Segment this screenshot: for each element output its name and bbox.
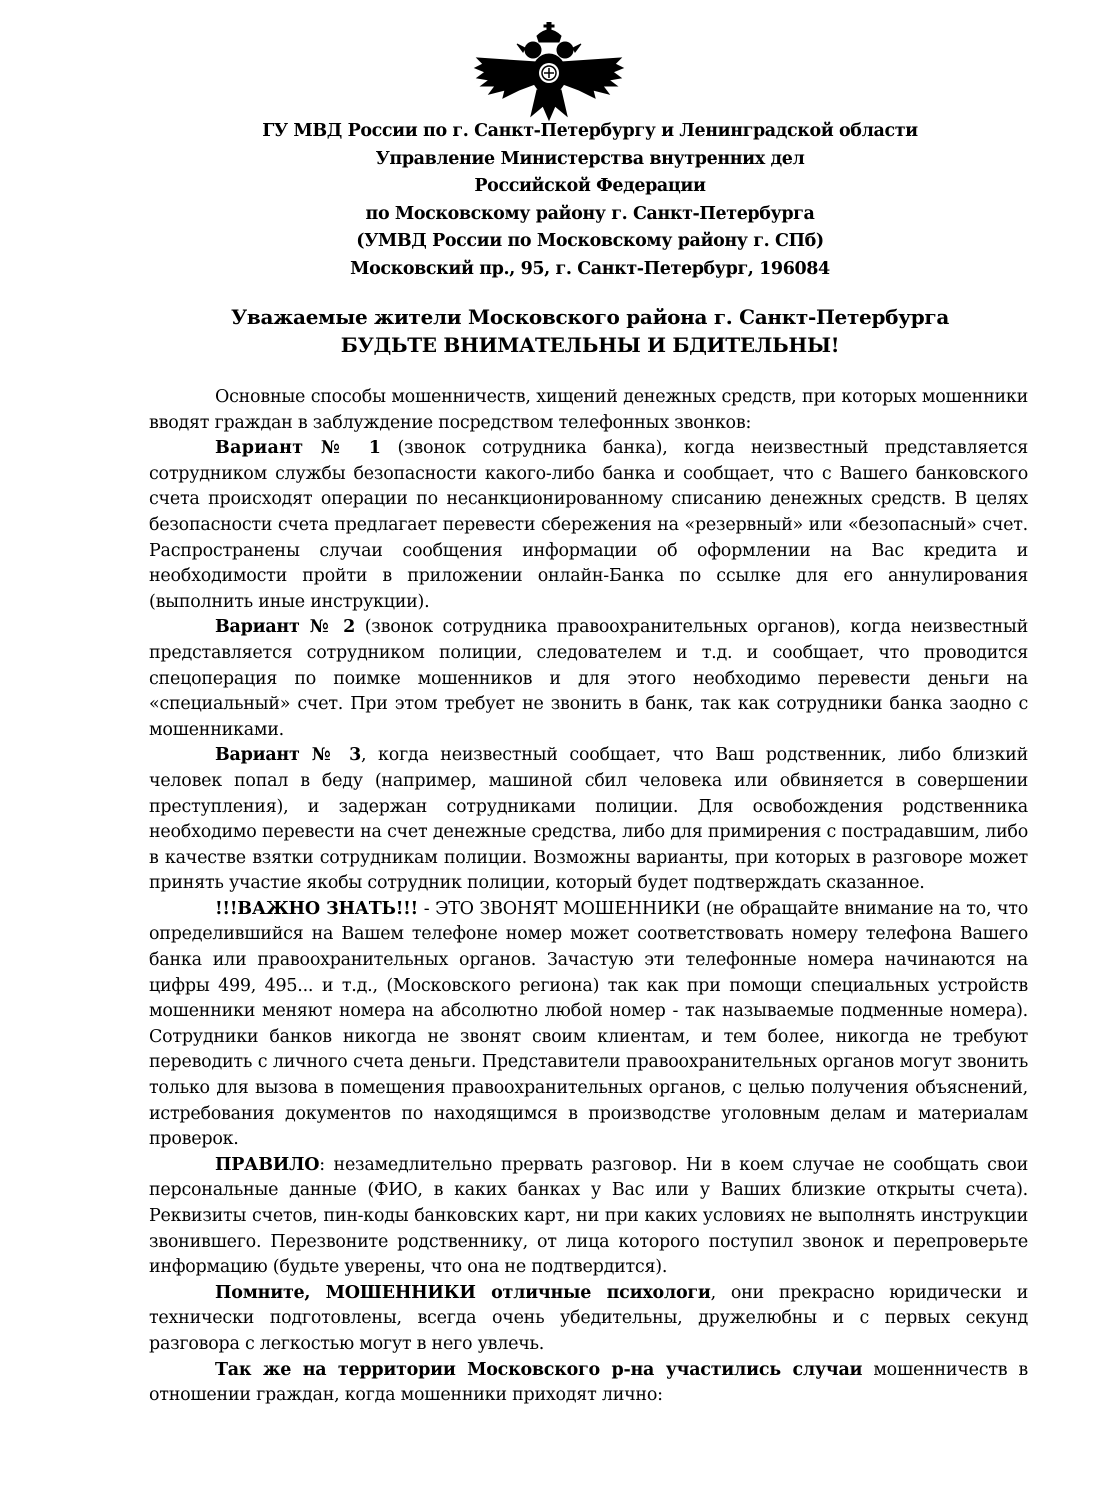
intro-text: Основные способы мошенничеств, хищений денежных средств, при которых мошенники вводят граждан в заблуждение посредством телефонных звонков:	[149, 387, 1028, 433]
rule-text: : незамедлительно прервать разговор. Ни в коем случае не сообщать свои персональные данные (ФИО, в каких банках у Вас или у Ваших близкие открыты счета). Реквизиты счетов, пин-коды банковских карт, ни при каких условиях не выполнять инструкции звонившего. Перезвоните родственнику, от лица которого поступил звонок и перепроверьте информацию (будьте уверены, что она не подтвердится).	[149, 1154, 1028, 1278]
paragraph-intro	[149, 385, 1028, 436]
variant-1-text: (звонок сотрудника банка), когда неизвестный представляется сотрудником службы безопасности какого-либо банка и сообщает, что с Вашего банковского счета происходят операции по несанкционированному списанию денежных средств. В целях безопасности счета предлагает перевести сбережения на «резервный» или «безопасный» счет. Распространены случаи сообщения информации об оформлении на Вас кредита и необходимости пройти в приложении онлайн-Банка по ссылке для его аннулирования (выполнить иные инструкции).	[149, 438, 1028, 612]
also-text: мошенничеств в отношении граждан, когда мошенники приходят лично:	[149, 1359, 1028, 1406]
appeal-line-warning: БУДЬТЕ ВНИМАТЕЛЬНЫ И БДИТЕЛЬНЫ!	[340, 333, 840, 357]
paragraph-important	[149, 897, 1028, 1153]
variant-3-text: , когда неизвестный сообщает, что Ваш родственник, либо близкий человек попал в беду (например, машиной сбил человека или обвиняется в совершении преступления), и задержан сотрудниками полиции. Для освобождения родственника необходимо перевести на счет денежные средства, либо для примирения с пострадавшим, либо в качестве взятки сотрудникам полиции. Возможны варианты, при которых в разговоре может принять участие якобы сотрудник полиции, который будет подтверждать сказанное.	[149, 745, 1028, 894]
mvd-emblem-icon	[473, 22, 625, 122]
remember-text: , они прекрасно юридически и технически подготовлены, всегда очень убедительны, дружелюбны и с первых секунд разговора с легкостью могут в него увлечь.	[149, 1282, 1028, 1354]
paragraph-variant-1	[149, 436, 1028, 615]
appeal-line-residents: Уважаемые жители Московского района г. Санкт-Петербурга	[230, 305, 950, 329]
paragraph-variant-2	[149, 615, 1028, 743]
variant-2-label: Вариант № 2	[215, 617, 356, 638]
organization-header	[150, 118, 1030, 283]
header-line-district: по Московскому району г. Санкт-Петербурга	[365, 203, 815, 224]
important-label: !!!ВАЖНО ЗНАТЬ!!!	[215, 898, 418, 919]
document-body	[149, 385, 1028, 1409]
important-text: - ЭТО ЗВОНЯТ МОШЕННИКИ (не обращайте внимание на то, что определившийся на Вашем телефоне номер может соответствовать номеру телефона Вашего банка или правоохранительных органов. Зачастую эти телефонные номера начинаются на цифры 499, 495... и т.д., (Московского региона) так как при помощи специальных устройств мошенники меняют номера на абсолютно любой номер - так называемые подменные номера). Сотрудники банков никогда не звонят своим клиентам, и тем более, никогда не требуют переводить с личного счета деньги. Представители правоохранительных органов могут звонить только для вызова в помещения правоохранительных органов, с целью получения объяснений, истребования документов по находящимся в производстве уголовным делам и материалам проверок.	[149, 898, 1029, 1150]
paragraph-also	[149, 1358, 1028, 1409]
variant-3-label: Вариант № 3	[215, 745, 362, 766]
variant-2-text: (звонок сотрудника правоохранительных органов), когда неизвестный представляется сотрудником полиции, следователем и т.д. и сообщает, что проводится спецоперация по поимке мошенников и для этого необходимо перевести деньги на «специальный» счет. При этом требует не звонить в банк, так как сотрудники банка заодно с мошенниками.	[149, 617, 1028, 740]
paragraph-remember	[149, 1281, 1028, 1358]
paragraph-rule	[149, 1153, 1028, 1281]
rule-label: ПРАВИЛО	[215, 1154, 320, 1175]
header-line-abbreviation: (УМВД России по Московскому району г. СПб)	[356, 231, 824, 251]
header-line-address: Московский пр., 95, г. Санкт-Петербург, 196084	[350, 258, 830, 279]
header-line-directorate: Управление Министерства внутренних дел	[375, 148, 805, 169]
also-label: Так же на территории Московского р-на участились случаи	[215, 1359, 863, 1380]
header-line-ministry: ГУ МВД России по г. Санкт-Петербургу и Ленинградской области	[262, 121, 918, 141]
appeal-title	[150, 303, 1030, 359]
variant-1-label: Вариант № 1	[215, 438, 382, 459]
header-line-federation: Российской Федерации	[474, 176, 706, 196]
remember-label: Помните, МОШЕННИКИ отличные психологи	[215, 1282, 711, 1303]
paragraph-variant-3	[149, 743, 1028, 897]
